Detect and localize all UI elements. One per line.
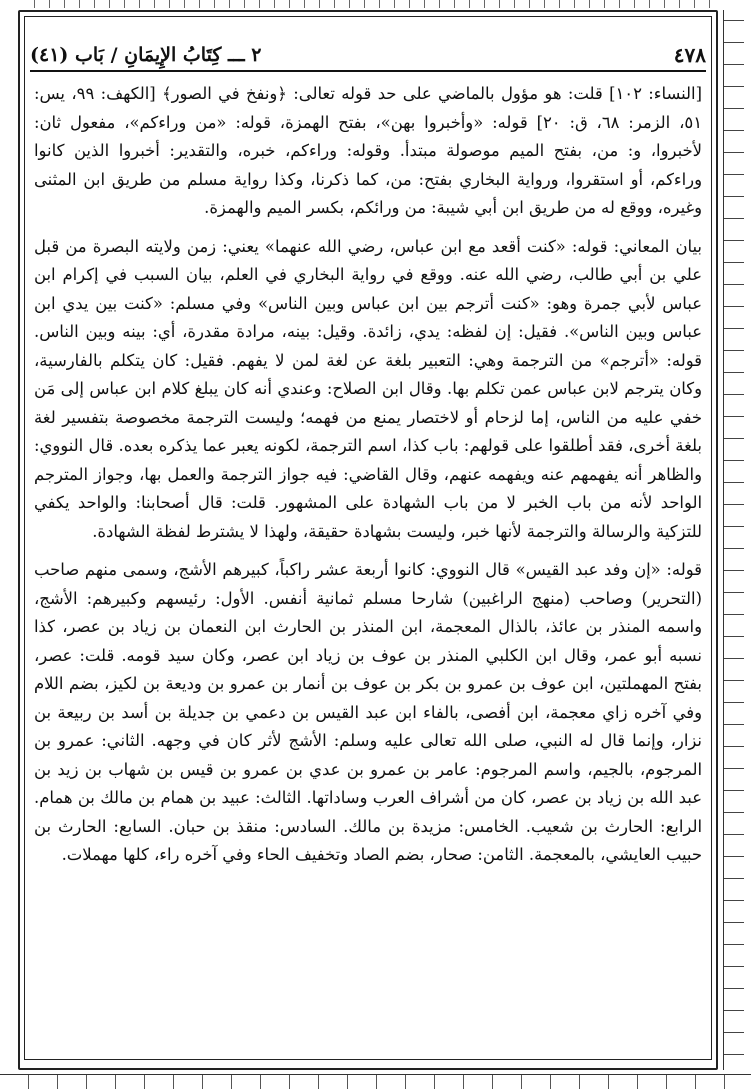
right-border-ornament xyxy=(723,10,744,1070)
page-number: ٤٧٨ xyxy=(673,43,706,67)
paragraph-1: [النساء: ١٠٢] قلت: هو مؤول بالماضي على حد قوله تعالى: ﴿ونفخ في الصور﴾ [الكهف: ٩٩، يس: ٥١، الزمر: ٦٨، ق: ٢٠] قوله: «وأخبروا بهن»، بفتح الهمزة، قوله: «من وراءكم»، مفعول ثان: لأخبروا، و: من، بفتح الميم موصولة مبتدأ. وقوله: وراءكم، خبره، والتقدير: أخبروا الذين كانوا وراءكم، أو استقروا، ورواية البخاري بفتح: من، كما ذكرنا، وكذا رواية مسلم من طريق ابن المثنى وغيره، ووقع له من طريق ابن أبي شيبة: من ورائكم، بكسر الميم والهمزة. xyxy=(34,84,702,217)
text-body xyxy=(34,80,702,870)
bottom-border-ornament xyxy=(0,1074,751,1089)
page-header xyxy=(30,40,706,72)
running-head: ٢ ـــ كِتَابُ الإِيمَانِ / بَاب (٤١) xyxy=(30,44,262,66)
paragraph-3: قوله: «إن وفد عبد القيس» قال النووي: كانوا أربعة عشر راكباً، كبيرهم الأشج، وسمى منهم صاحب (التحرير) وصاحب (منهج الراغبين) شارحا مسلم ثمانية أنفس. الأول: رئيسهم وكبيرهم: الأشج، واسمه المنذر بن عائذ، بالذال المعجمة، ابن المنذر بن الحارث ابن النعمان بن زياد بن عصر، كذا نسبه أبو عمر، وقال ابن الكلبي المنذر بن عوف بن زياد ابن عصر، وكان سيد قومه. قلت: عصر، بفتح المهملتين، ابن عوف بن عمرو بن بكر بن عوف بن أنمار بن عمرو بن وديعة بن لكيز، بضم اللام وفي آخره زاي معجمة، ابن أفصى، بالفاء ابن عبد القيس بن دعمي بن جديلة بن أسد بن ربيعة بن نزار، وإنما قال له النبي، صلى الله تعالى عليه وسلم: الأشج لأثر كان في وجهه. الثاني: عمرو بن المرجوم، بالجيم، واسم المرجوم: عامر بن عمرو بن عدي بن عمرو بن قيس بن شهاب بن زيد بن عبد الله بن زياد بن عصر، كان من أشراف العرب وساداتها. الثالث: عبيد بن همام بن مالك بن همام. الرابع: الحارث بن شعيب. الخامس: مزيدة بن مالك. السادس: منقذ بن حبان. السابع: الحارث بن حبيب العايشي، بالمعجمة. الثامن: صحار، بضم الصاد وتخفيف الحاء وفي آخره راء، كلها مهملات. xyxy=(34,560,702,864)
paragraph-2: بيان المعاني: قوله: «كنت أقعد مع ابن عباس، رضي الله عنهما» يعني: زمن ولايته البصرة من قبل علي بن أبي طالب، رضي الله عنه. ووقع في رواية البخاري في العلم، بيان السبب في إكرام ابن عباس لأبي جمرة وهو: «كنت أترجم بين ابن عباس وبين الناس» وفي مسلم: «كنت بين يدي ابن عباس وبين الناس». فقيل: إن لفظه: يدي، زائدة. وقيل: بينه، مرادة مقدرة، أي: بينه وبين الناس. قوله: «أترجم» من الترجمة وهي: التعبير بلغة عن لغة لمن لا يفهم. فقيل: كان يتكلم بالفارسية، وكان يترجم لابن عباس عمن تكلم بها. وقال ابن الصلاح: وعندي أنه كان يبلغ كلام ابن عباس إلى مَن خفي عليه من الناس، إما لزحام أو لاختصار يمنع من فهمه؛ وليست الترجمة مخصوصة بتفسير لغة بلغة أخرى، فقد أطلقوا على قولهم: باب كذا، اسم الترجمة، لكونه يعبر عما يذكره بعده. قال النووي: والظاهر أنه يفهمهم عنه ويفهمه عنهم، وقال القاضي: فيه جواز الترجمة والعمل بها، وجواز المترجم الواحد لأنه من باب الخبر لا من باب الشهادة على المشهور. قلت: قال أصحابنا: والواحد يكفي للتزكية والرسالة والترجمة لأنها خبر، وليست بشهادة حقيقة، ولهذا لا يشترط لفظة الشهادة. xyxy=(34,236,702,541)
top-border-ornament xyxy=(20,0,720,8)
